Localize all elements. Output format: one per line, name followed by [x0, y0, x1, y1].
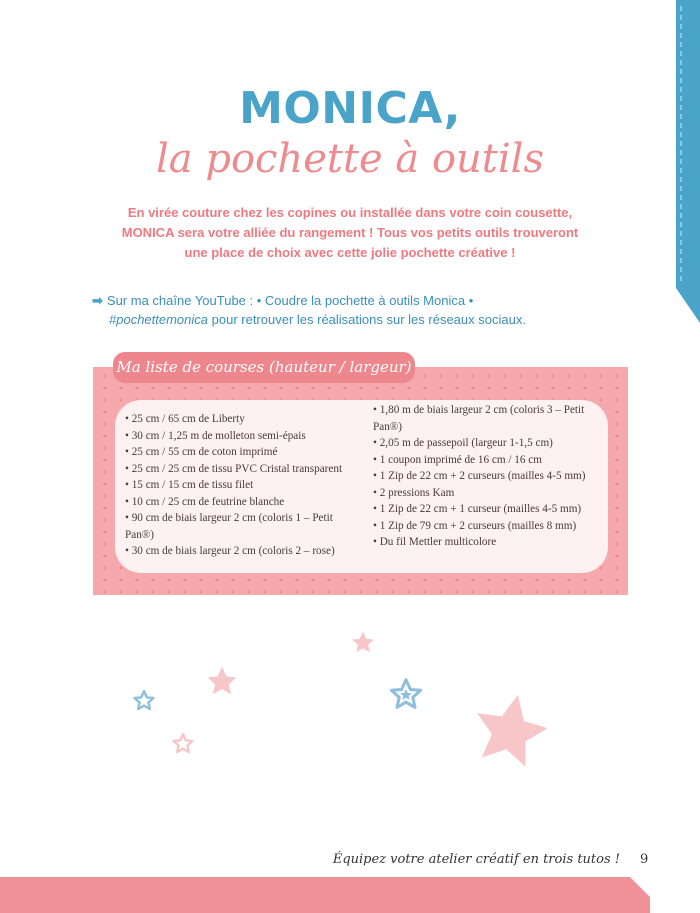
footer-tagline: Équipez votre atelier créatif en trois tutos !	[332, 852, 620, 867]
youtube-line-2: pour retrouver les réalisations sur les réseaux sociaux.	[208, 312, 526, 327]
shopping-list-left-column	[125, 411, 360, 560]
footer-band	[0, 877, 650, 913]
star-icon	[389, 678, 423, 712]
youtube-line-1: Sur ma chaîne YouTube : • Coudre la pochette à outils Monica •	[106, 293, 474, 308]
hashtag-link[interactable]: #pochettemonica	[109, 312, 209, 327]
youtube-note	[92, 291, 552, 329]
page-title: MONICA,	[239, 83, 461, 134]
shopping-list-card	[115, 400, 608, 573]
list-item: • 25 cm / 65 cm de Liberty	[125, 413, 245, 425]
list-item: • 30 cm de biais largeur 2 cm (coloris 2 – rose)	[125, 545, 335, 557]
list-item: • 1 Zip de 22 cm + 2 curseurs (mailles 4-5 mm)	[373, 470, 586, 482]
list-item: • 2,05 m de passepoil (largeur 1-1,5 cm)	[373, 437, 553, 449]
star-icon	[206, 666, 238, 698]
page-subtitle: la pochette à outils	[155, 136, 544, 182]
arrow-right-icon: ➡	[92, 293, 103, 308]
list-item: • 25 cm / 55 cm de coton imprimé	[125, 446, 278, 458]
intro-paragraph: En virée couture chez les copines ou installée dans votre coin cousette, MONICA sera votre alliée du rangement ! Tous vos petits outils trouveront une place de choix avec cette jolie pochette créative !	[121, 205, 579, 260]
page-number: 9	[640, 852, 649, 867]
list-item: • 25 cm / 25 cm de tissu PVC Cristal transparent	[125, 462, 343, 475]
star-icon	[172, 733, 194, 755]
list-item: • 90 cm de biais largeur 2 cm (coloris 1 – Petit Pan®)	[125, 512, 333, 541]
shopping-list-label: Ma liste de courses (hauteur / largeur)	[113, 352, 415, 383]
list-item: • 2 pressions Kam	[373, 486, 455, 499]
list-item: • 10 cm / 25 cm de feutrine blanche	[125, 495, 285, 508]
list-item: • 1 Zip de 22 cm + 1 curseur (mailles 4-5 mm)	[373, 503, 582, 515]
list-item: • 30 cm / 1,25 m de molleton semi-épais	[125, 429, 306, 442]
list-item: • 1 coupon imprimé de 16 cm / 16 cm	[373, 453, 542, 466]
star-icon	[470, 692, 550, 772]
shopping-list-right-column	[373, 402, 605, 551]
star-icon	[351, 631, 375, 655]
star-icon	[133, 690, 155, 712]
list-item: • 15 cm / 15 cm de tissu filet	[125, 479, 254, 491]
list-item: • 1 Zip de 79 cm + 2 curseurs (mailles 8 mm)	[373, 519, 577, 532]
list-item: • 1,80 m de biais largeur 2 cm (coloris 3 – Petit Pan®)	[373, 404, 585, 433]
list-item: • Du fil Mettler multicolore	[373, 536, 497, 548]
